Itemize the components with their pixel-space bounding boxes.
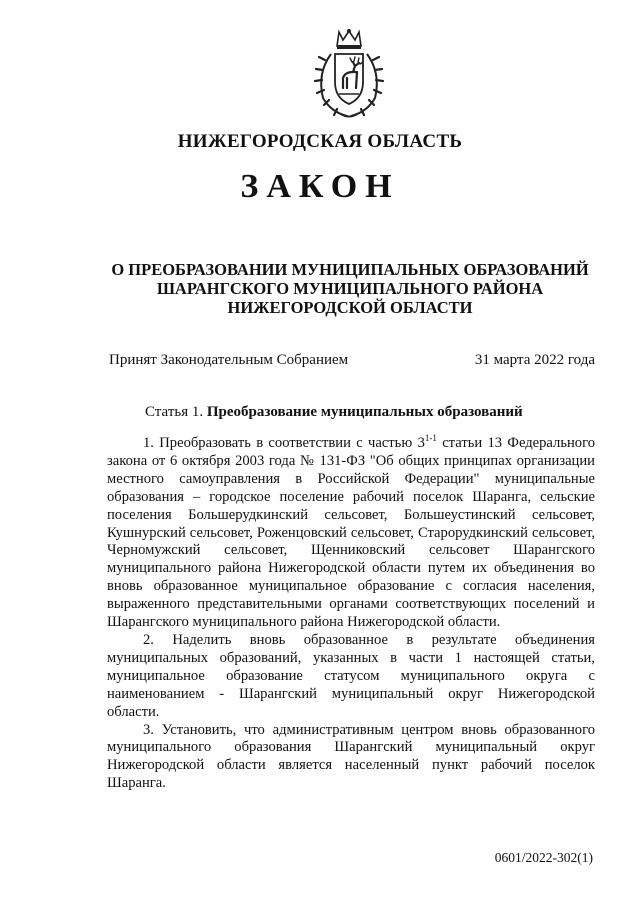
paragraph-1-rest: статьи 13 Федерального закона от 6 октября 2003 года № 131-ФЗ "Об общих принципах организации местного самоуправления в Российской Федерации" муниципальные образования – городское поселение рабочий поселок Шаранга, сельские поселения Большерудкинский сельсовет, Большеустинский сельсовет, Кушнурский сельсовет, Роженцовский сельсовет, Старорудкинский сельсовет, Черномужский сельсовет, Щенниковский сельсовет Шарангского муниципального района Нижегородской области путем их объединения во вновь образованное муниципальное образование с согласия населения, выраженного представительными органами соответствующих поселений и Шарангского муниципального района Нижегородской области. xyxy=(107,435,595,631)
paragraph-3: 3. Установить, что административным центром вновь образованного муниципального образования Шарангский муниципальный округ Нижегородской области является населенный пункт рабочий поселок Шаранга. xyxy=(107,721,595,792)
article-body xyxy=(107,435,595,793)
paragraph-1-superscript: 1-1 xyxy=(424,433,437,443)
coat-of-arms-icon xyxy=(311,28,387,120)
law-title-line-3: НИЖЕГОРОДСКОЙ ОБЛАСТИ xyxy=(227,298,473,317)
document-number: 0601/2022-302(1) xyxy=(494,850,593,865)
article-title: Преобразование муниципальных образований xyxy=(206,404,523,420)
law-title xyxy=(60,260,640,317)
adoption-line xyxy=(109,352,595,369)
paragraph-2: 2. Наделить вновь образованное в результате объединения муниципальных образований, указанных в части 1 настоящей статьи, муниципальное образование статусом муниципального округа с наименованием - Шарангский муниципальный округ Нижегородской области. xyxy=(107,631,595,720)
article-label: Статья 1. xyxy=(145,404,204,420)
law-title-line-2: ШАРАНГСКОГО МУНИЦИПАЛЬНОГО РАЙОНА xyxy=(156,279,544,298)
document-type: ЗАКОН xyxy=(240,168,400,205)
article-heading xyxy=(145,404,523,421)
coat-of-arms-emblem xyxy=(311,28,387,120)
adoption-date: 31 марта 2022 года xyxy=(474,352,595,368)
paragraph-1-start: 1. Преобразовать в соответствии с частью 3 xyxy=(143,435,425,451)
adopted-by: Принят Законодательным Собранием xyxy=(109,352,349,368)
region-name: НИЖЕГОРОДСКАЯ ОБЛАСТЬ xyxy=(177,131,463,152)
paragraph-1 xyxy=(107,435,595,632)
law-title-line-1: О ПРЕОБРАЗОВАНИИ МУНИЦИПАЛЬНЫХ ОБРАЗОВАНИЙ xyxy=(111,260,589,279)
